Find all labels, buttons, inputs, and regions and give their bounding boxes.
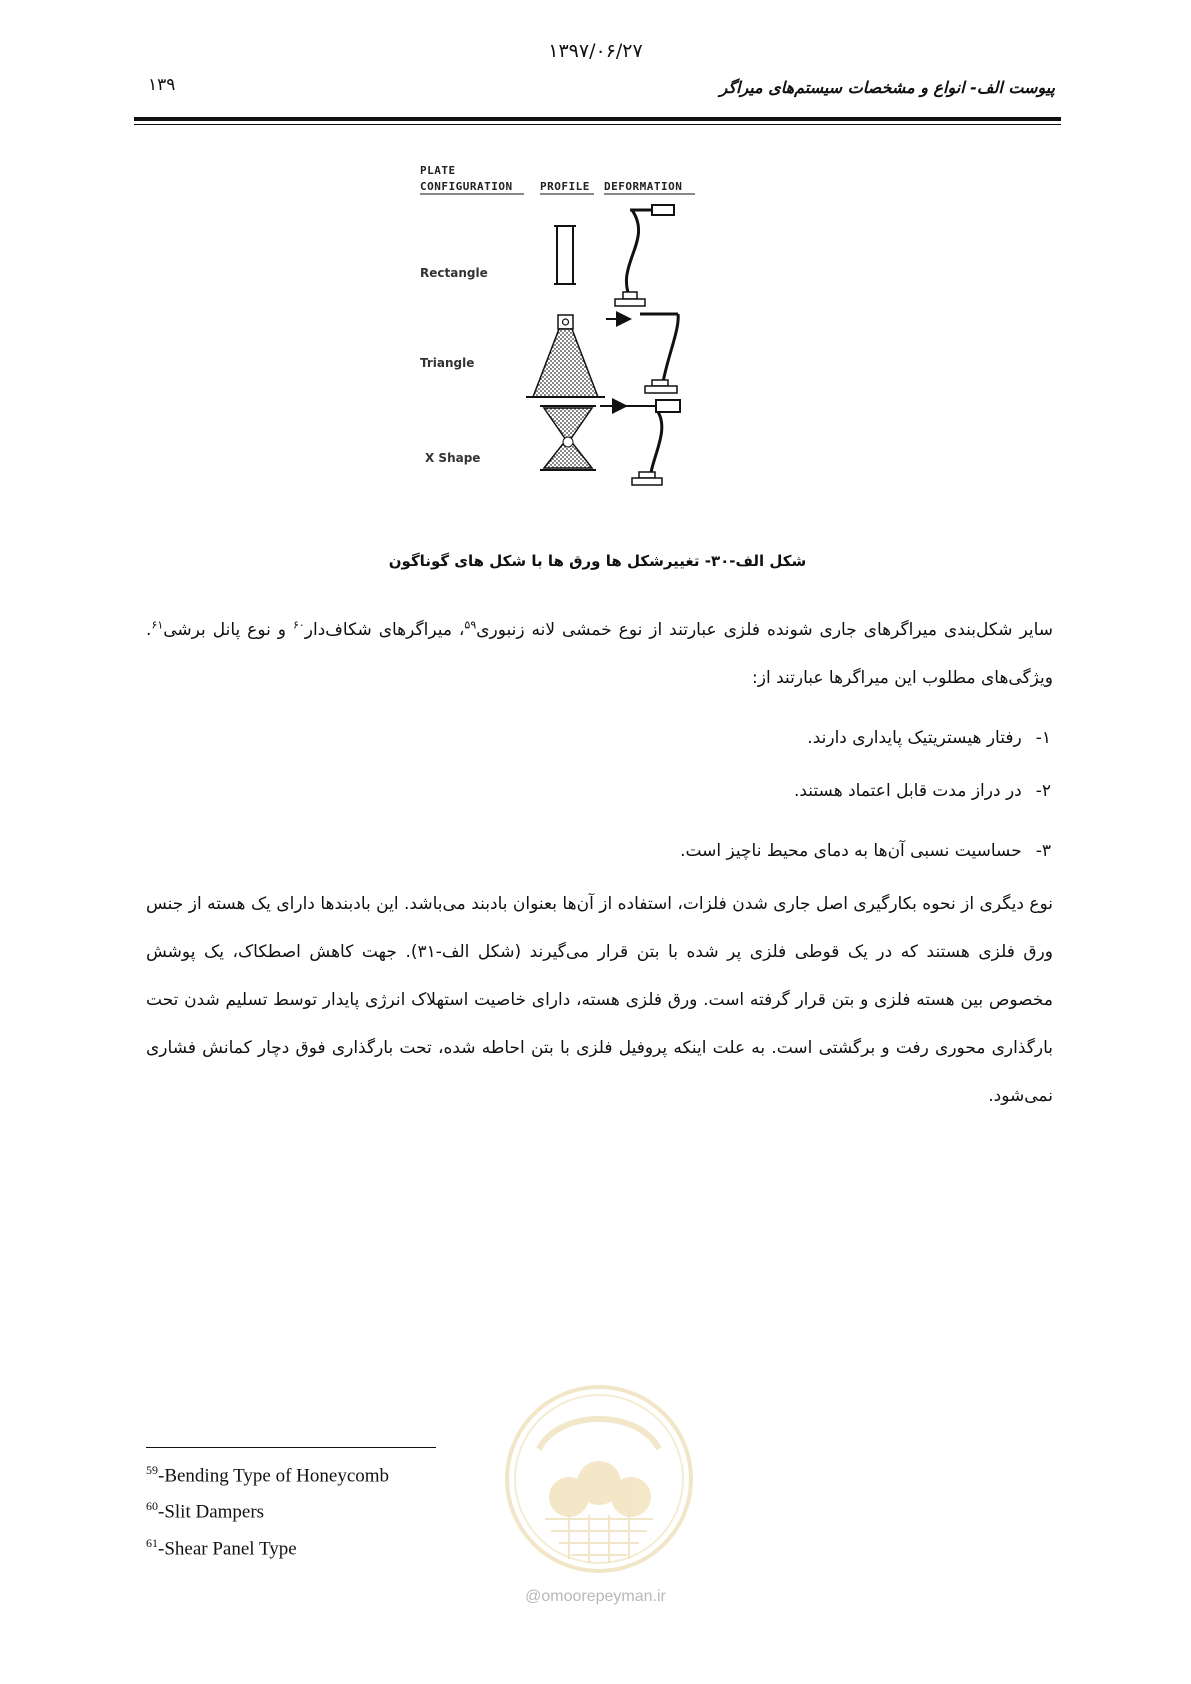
footnote-ref-61: ۶۱ bbox=[151, 618, 164, 632]
watermark-logo bbox=[499, 1379, 699, 1579]
watermark-seal-icon bbox=[499, 1379, 699, 1579]
footnote-item bbox=[146, 1528, 389, 1564]
paragraph-2: نوع دیگری از نحوه بکارگیری اصل جاری شدن فلزات، استفاده از آن‌ها بعنوان بادبند می‌باشد. این بادبندها دارای یک هسته از جنس ورق فلزی هستند که در یک قوطی فلزی پر شده با بتن قرار می‌گیرند (شکل الف-۳۱). جهت کاهش اصطکاک، یک پوشش مخصوص بین هسته فلزی و بتن قرار گرفته است. ورق فلزی هسته، دارای خاصیت استهلاک انرژی پایدار توسط تسلیم شدن تحت بارگذاری محوری رفت و برگشتی است. به علت اینکه پروفیل فلزی با بتن احاطه شده، تحت بارگذاری فوق دچار کمانش فشاری نمی‌شود. bbox=[146, 894, 1053, 1106]
header-rule-thick bbox=[134, 117, 1061, 121]
footnote-text: -Slit Dampers bbox=[158, 1501, 265, 1523]
col-deformation: DEFORMATION bbox=[604, 180, 683, 193]
list-item bbox=[794, 776, 1051, 806]
paragraph-1-text: سایر شکل‌بندی میراگرهای جاری شونده فلزی عبارتند از نوع خمشی لانه زنبوری bbox=[476, 620, 1053, 640]
list-item-text: رفتار هیستریتیک پایداری دارند. bbox=[807, 728, 1022, 748]
paragraph-1-mid2: و نوع پانل برشی bbox=[163, 620, 293, 640]
triangle-profile bbox=[526, 315, 605, 397]
list-item-number: ۳- bbox=[1035, 841, 1051, 861]
triangle-deformation bbox=[606, 314, 678, 393]
rectangle-profile bbox=[554, 226, 576, 284]
figure-plate-deformation bbox=[420, 164, 780, 520]
footnote-text: -Bending Type of Honeycomb bbox=[158, 1465, 390, 1487]
footnote-ref-60: ۶۰ bbox=[292, 618, 305, 632]
date-stamp: ۱۳۹۷/۰۶/۲۷ bbox=[548, 40, 643, 62]
footnote-item bbox=[146, 1455, 389, 1491]
paragraph-1 bbox=[146, 606, 1053, 702]
footnote-item bbox=[146, 1491, 389, 1527]
footnote-number: 61 bbox=[146, 1535, 158, 1550]
paragraph-1-mid: ، میراگرهای شکاف‌دار bbox=[304, 620, 465, 640]
footnote-number: 60 bbox=[146, 1499, 158, 1514]
col-plate-configuration-line2: CONFIGURATION bbox=[420, 180, 513, 193]
list-item bbox=[680, 836, 1051, 866]
list-item-text: در دراز مدت قابل اعتماد هستند. bbox=[793, 781, 1022, 801]
list-item-text: حساسیت نسبی آن‌ها به دمای محیط ناچیز است. bbox=[680, 841, 1022, 861]
footnote-ref-59: ۵۹ bbox=[464, 618, 477, 632]
header-title: پیوست الف- انواع و مشخصات سیستم‌های میراگر bbox=[719, 78, 1055, 97]
footnote-text: -Shear Panel Type bbox=[158, 1537, 297, 1559]
x-shape-deformation bbox=[600, 400, 680, 485]
paragraph-1-end: . ویژگی‌های مطلوب این میراگرها عبارتند از: bbox=[146, 620, 1053, 688]
page-number: ۱۳۹ bbox=[148, 75, 176, 95]
header-rule-thin bbox=[134, 124, 1061, 125]
list-item-number: ۱- bbox=[1035, 728, 1051, 748]
rectangle-deformation bbox=[615, 205, 674, 306]
footnote-rule bbox=[146, 1447, 436, 1448]
footnote-number: 59 bbox=[146, 1463, 158, 1477]
list-item bbox=[807, 723, 1051, 753]
watermark-url: @omoorepeyman.ir bbox=[525, 1588, 666, 1605]
figure-caption: شکل الف-۳۰- تغییرشکل ها ورق ها با شکل های گوناگون bbox=[388, 552, 807, 570]
col-plate-configuration-line1: PLATE bbox=[420, 164, 456, 177]
row-label-triangle: Triangle bbox=[420, 356, 475, 370]
row-label-x-shape: X Shape bbox=[425, 451, 481, 465]
col-profile: PROFILE bbox=[540, 180, 590, 193]
list-item-number: ۲- bbox=[1035, 781, 1051, 801]
footnotes bbox=[146, 1455, 389, 1564]
x-shape-profile bbox=[540, 406, 596, 470]
row-label-rectangle: Rectangle bbox=[420, 266, 488, 280]
